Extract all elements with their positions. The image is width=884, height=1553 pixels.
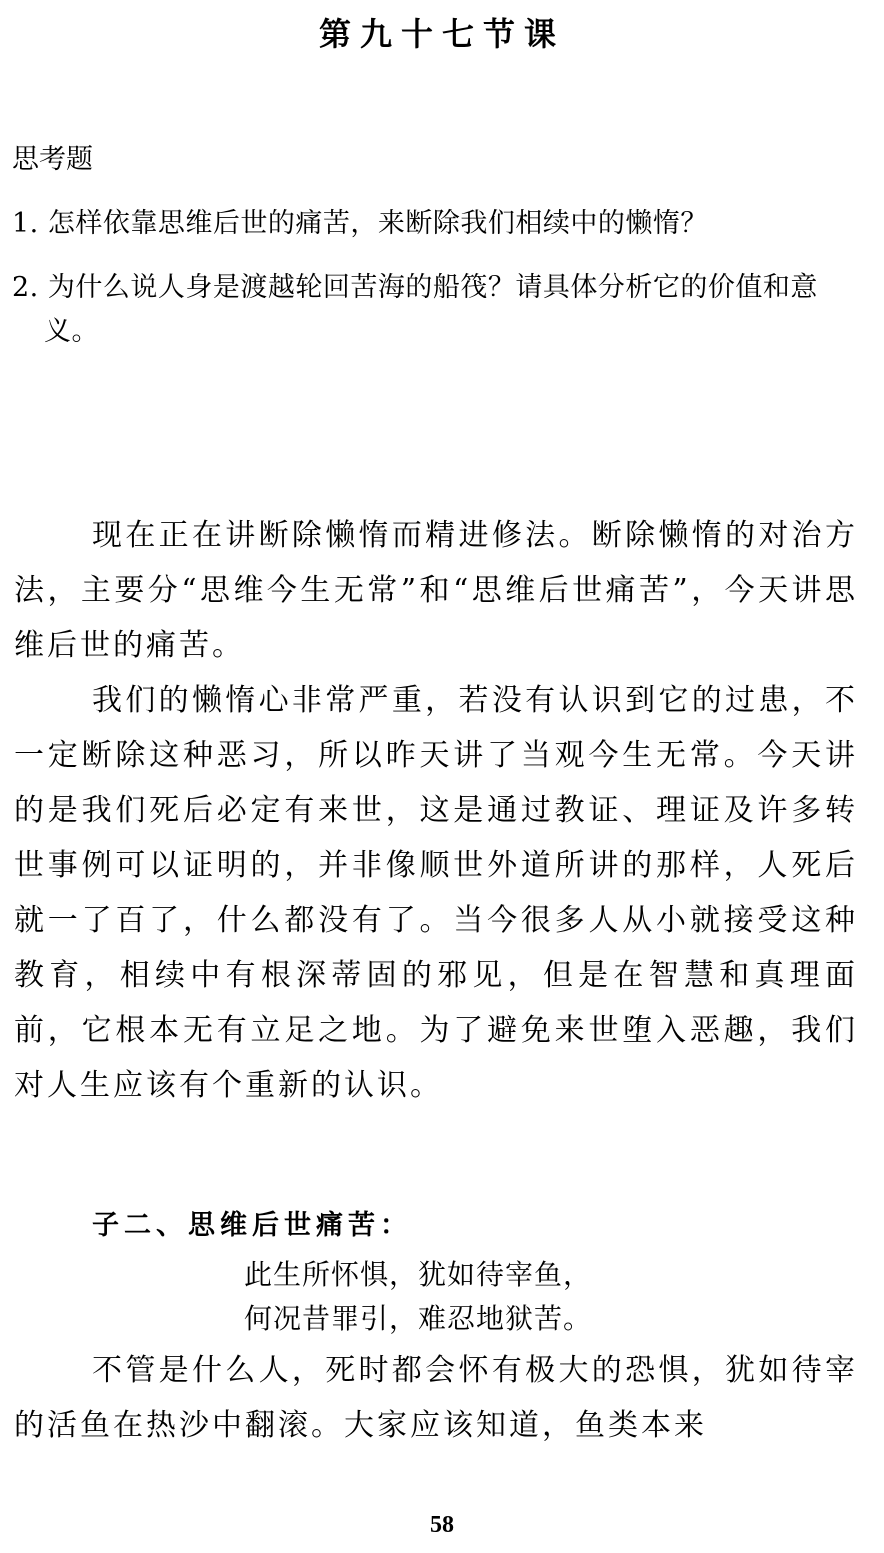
verse-line-2: 何况昔罪引，难忍地狱苦。 (244, 1302, 593, 1335)
question-item-2: 2. 为什么说人身是渡越轮回苦海的船筏？请具体分析它的价值和意义。 (12, 272, 818, 347)
section-body (14, 1343, 858, 1453)
body-paragraph-2: 我们的懒惰心非常严重，若没有认识到它的过患，不一定断除这种恶习，所以昨天讲了当观今生无常。今天讲的是我们死后必定有来世，这是通过教证、理证及许多转世事例可以证明的，并非像顺世外道所讲的那样，人死后就一了百了，什么都没有了。当今很多人从小就接受这种教育，相续中有根深蒂固的邪见，但是在智慧和真理面前，它根本无有立足之地。为了避免来世堕入恶趣，我们对人生应该有个重新的认识。 (14, 683, 858, 1103)
verse-block (244, 1253, 592, 1341)
review-questions (12, 138, 862, 374)
section-paragraph-1: 不管是什么人，死时都会怀有极大的恐惧，犹如待宰的活鱼在热沙中翻滚。大家应该知道，鱼类本来 (14, 1353, 858, 1443)
verse-line-1: 此生所怀惧，犹如待宰鱼， (244, 1258, 593, 1291)
lesson-body (14, 508, 858, 1113)
questions-heading: 思考题 (12, 144, 93, 175)
question-item-1: 1. 怎样依靠思维后世的痛苦，来断除我们相续中的懒惰？ (12, 208, 708, 239)
body-paragraph-1: 现在正在讲断除懒惰而精进修法。断除懒惰的对治方法，主要分“思维今生无常”和“思维后世痛苦”，今天讲思维后世的痛苦。 (14, 518, 858, 663)
page-number: 58 (430, 1512, 454, 1538)
section-heading: 子二、思维后世痛苦： (92, 1210, 412, 1241)
page-title: 第九十七节课 (318, 15, 565, 53)
